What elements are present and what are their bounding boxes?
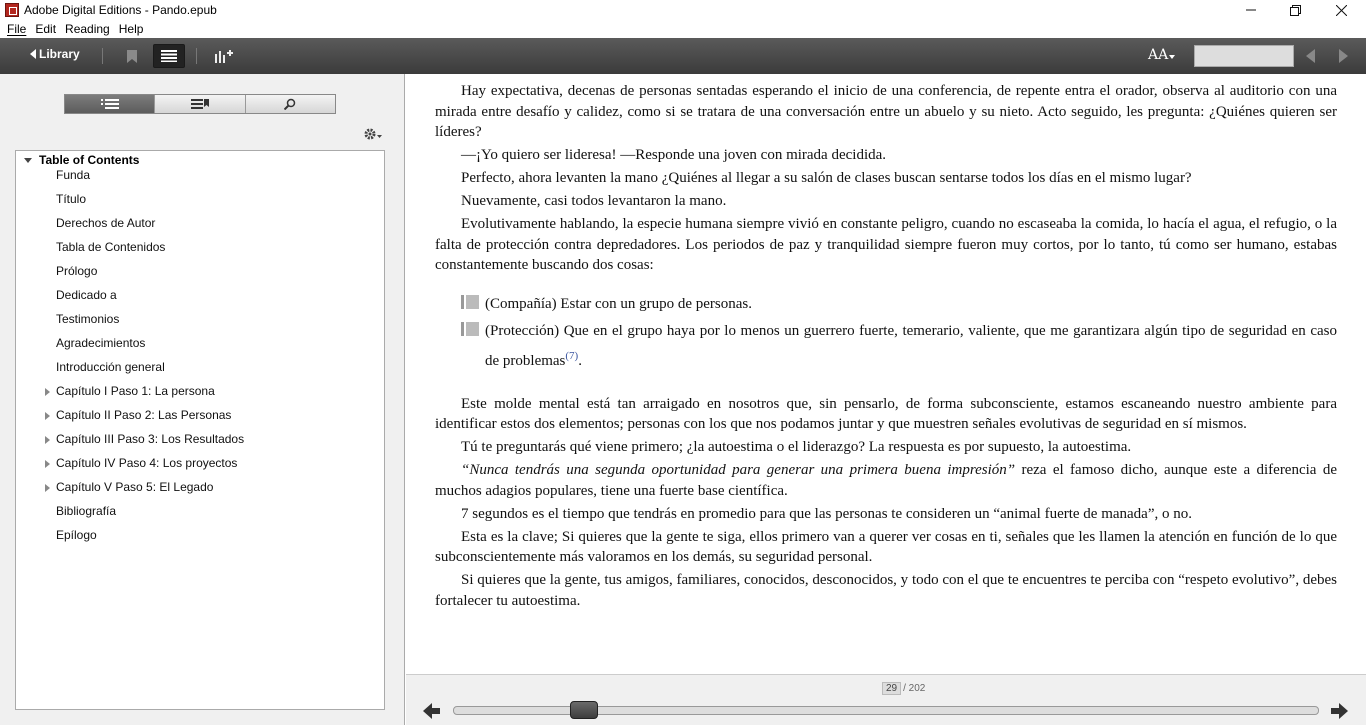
bullet-text-end: .	[578, 352, 582, 369]
progress-slider-handle[interactable]	[570, 701, 598, 719]
window-title: Adobe Digital Editions - Pando.epub	[24, 3, 217, 17]
app-icon	[5, 3, 19, 17]
paragraph: —¡Yo quiero ser lideresa! —Responde una joven con mirada decidida.	[461, 147, 887, 163]
reader-toolbar	[0, 38, 1366, 74]
sidebar	[0, 74, 405, 725]
paragraph: Evolutivamente hablando, la especie humana siempre vivió en constante peligro, cuando no escaseaba la comida, lo hacía el agua, el refugio, o la falta de protección contra depredadores. Los periodos de paz y tranquilidad siempre fueron muy cortos, por lo tanto, tú como ser humano, estabas constantemente buscando dos cosas:	[435, 216, 1337, 273]
toc-item[interactable]: Derechos de Autor	[56, 216, 156, 230]
current-page[interactable]: 29	[882, 682, 901, 695]
toc-item[interactable]: Capítulo II Paso 2: Las Personas	[56, 408, 232, 422]
paragraph: Perfecto, ahora levanten la mano ¿Quiénes al llegar a su salón de clases buscan sentarse todos los días en el mismo lugar?	[461, 170, 1192, 186]
toc-item[interactable]: Capítulo V Paso 5: El Legado	[56, 480, 214, 494]
collapse-icon	[24, 158, 32, 163]
restore-icon	[1290, 5, 1301, 16]
toc-item[interactable]: Prólogo	[56, 264, 98, 278]
paragraph	[435, 460, 1337, 501]
toc-item[interactable]: Dedicado a	[56, 288, 117, 302]
bullet-text	[485, 319, 1337, 374]
menu-reading[interactable]: Reading	[65, 22, 110, 36]
library-button-label: Library	[39, 47, 80, 61]
maximize-button[interactable]	[1272, 0, 1318, 20]
toc-view-tab[interactable]	[65, 95, 155, 113]
paragraph: Esta es la clave; Si quieres que la gente te siga, ellos primero van a querer ver cosas en ti, señales que les llamen la atención en función de lo que subconscientemente más valoramos en los demás, su seguridad personal.	[435, 528, 1337, 565]
font-size-button[interactable]	[1148, 47, 1175, 63]
bullet-item	[435, 319, 1337, 374]
bookmarks-list-icon	[191, 99, 209, 109]
menu-file[interactable]: File	[7, 22, 27, 36]
total-pages: / 202	[903, 683, 926, 694]
paragraph: Si quieres que la gente, tus amigos, familiares, conocidos, desconocidos, y todo con el que te encuentres te perciba con “respeto evolutivo”, debes fortalecer tu autoestima.	[435, 572, 1337, 609]
arrow-left-icon	[423, 702, 441, 720]
gear-icon	[363, 127, 383, 141]
toc-item[interactable]: Introducción general	[56, 360, 165, 374]
sidebar-view-switcher	[64, 94, 336, 114]
toc-item[interactable]: Capítulo III Paso 3: Los Resultados	[56, 432, 245, 446]
search-view-tab[interactable]	[246, 95, 335, 113]
menu-edit[interactable]: Edit	[35, 22, 57, 36]
library-button[interactable]	[30, 47, 80, 61]
toc-item[interactable]: Capítulo I Paso 1: La persona	[56, 384, 215, 398]
toc-item[interactable]: Agradecimientos	[56, 336, 146, 350]
search-icon	[284, 98, 296, 110]
expand-icon[interactable]	[45, 460, 50, 468]
list-icon	[161, 50, 177, 62]
bullet-text: (Compañía) Estar con un grupo de personas.	[485, 295, 753, 312]
paragraph-rest: reza el famoso dicho, aunque este a diferencia de muchos adagios populares, tiene una fuerte base científica.	[435, 462, 1337, 499]
arrow-right-icon	[1330, 702, 1348, 720]
bookmark-icon	[127, 50, 137, 63]
toc-item[interactable]: Funda	[56, 168, 91, 182]
toc-header[interactable]	[24, 153, 139, 167]
paragraph: 7 segundos es el tiempo que tendrás en promedio para que las personas te consideren un “animal fuerte de manada”, o no.	[461, 505, 1193, 522]
paragraph: Tú te preguntarás qué viene primero; ¿la autoestima o el liderazgo? La respuesta es por supuesto, la autoestima.	[461, 439, 1132, 455]
expand-icon[interactable]	[45, 484, 50, 492]
bullet-icon	[461, 295, 479, 309]
page-number-input[interactable]	[1194, 45, 1294, 67]
chevron-down-icon	[1169, 55, 1175, 59]
toc-item[interactable]: Bibliografía	[56, 504, 117, 518]
toc-item[interactable]: Capítulo IV Paso 4: Los proyectos	[56, 456, 238, 470]
back-arrow-icon	[30, 49, 36, 59]
page-indicator	[882, 682, 925, 695]
paragraph: Este molde mental está tan arraigado en nosotros que, sin pensarlo, de forma subconsciente, estamos escaneando nuestro ambiente para identificar estos dos elementos; personas con los que nos podamos juntar y que muestren señales evolutivas de seguridad en sí mismos.	[435, 395, 1337, 432]
title-bar	[0, 0, 1366, 20]
toc-toggle-button[interactable]	[153, 44, 185, 68]
toc-header-label: Table of Contents	[39, 153, 140, 167]
reader-pane	[406, 74, 1366, 674]
close-icon	[1336, 5, 1347, 16]
page-navigation-bar	[406, 674, 1366, 725]
toolbar-divider	[102, 48, 103, 64]
quote-text: “Nunca tendrás una segunda oportunidad para generar una primera buena impresión”	[461, 462, 1016, 478]
add-bookmark-button[interactable]	[208, 44, 240, 68]
add-annotation-icon	[215, 49, 233, 63]
footnote-link[interactable]: (7)	[565, 349, 579, 362]
minimize-button[interactable]	[1228, 0, 1274, 20]
toc-list-icon	[101, 99, 119, 109]
toc-item[interactable]: Tabla de Contenidos	[56, 240, 166, 254]
previous-page-icon[interactable]	[1306, 49, 1315, 63]
font-size-label: AA	[1148, 47, 1169, 63]
bullet-icon	[461, 322, 479, 336]
expand-icon[interactable]	[45, 388, 50, 396]
minimize-icon	[1246, 5, 1256, 15]
toc-item[interactable]: Título	[56, 192, 87, 206]
paragraph: Hay expectativa, decenas de personas sentadas esperando el inicio de una conferencia, de repente entra el orador, observa al auditorio con una mirada entre desafío y calidez, como si se tratara de una conversación entre un abuelo y su nieto. Acto seguido, les pregunta: ¿Quiénes quieren ser líderes?	[435, 83, 1337, 140]
next-page-icon[interactable]	[1339, 49, 1348, 63]
toc-item[interactable]: Testimonios	[56, 312, 120, 326]
menu-bar	[0, 20, 1366, 38]
settings-button[interactable]	[363, 127, 383, 145]
bookmarks-view-tab[interactable]	[155, 95, 245, 113]
close-button[interactable]	[1318, 0, 1364, 20]
expand-icon[interactable]	[45, 412, 50, 420]
bookmark-button[interactable]	[116, 44, 148, 68]
toolbar-divider	[196, 48, 197, 64]
expand-icon[interactable]	[45, 436, 50, 444]
paragraph: Nuevamente, casi todos levantaron la mano.	[461, 193, 727, 209]
next-page-button[interactable]	[1330, 702, 1348, 720]
page-content	[435, 81, 1337, 614]
toc-item[interactable]: Epílogo	[56, 528, 97, 542]
toc-panel	[15, 150, 385, 710]
bullet-item	[435, 292, 1337, 317]
menu-help[interactable]: Help	[118, 22, 144, 36]
previous-page-button[interactable]	[423, 702, 441, 720]
bullet-text-body: (Protección) Que en el grupo haya por lo menos un guerrero fuerte, temerario, valiente, que me garantizara algún tipo de seguridad en caso de problemas	[485, 322, 1337, 369]
